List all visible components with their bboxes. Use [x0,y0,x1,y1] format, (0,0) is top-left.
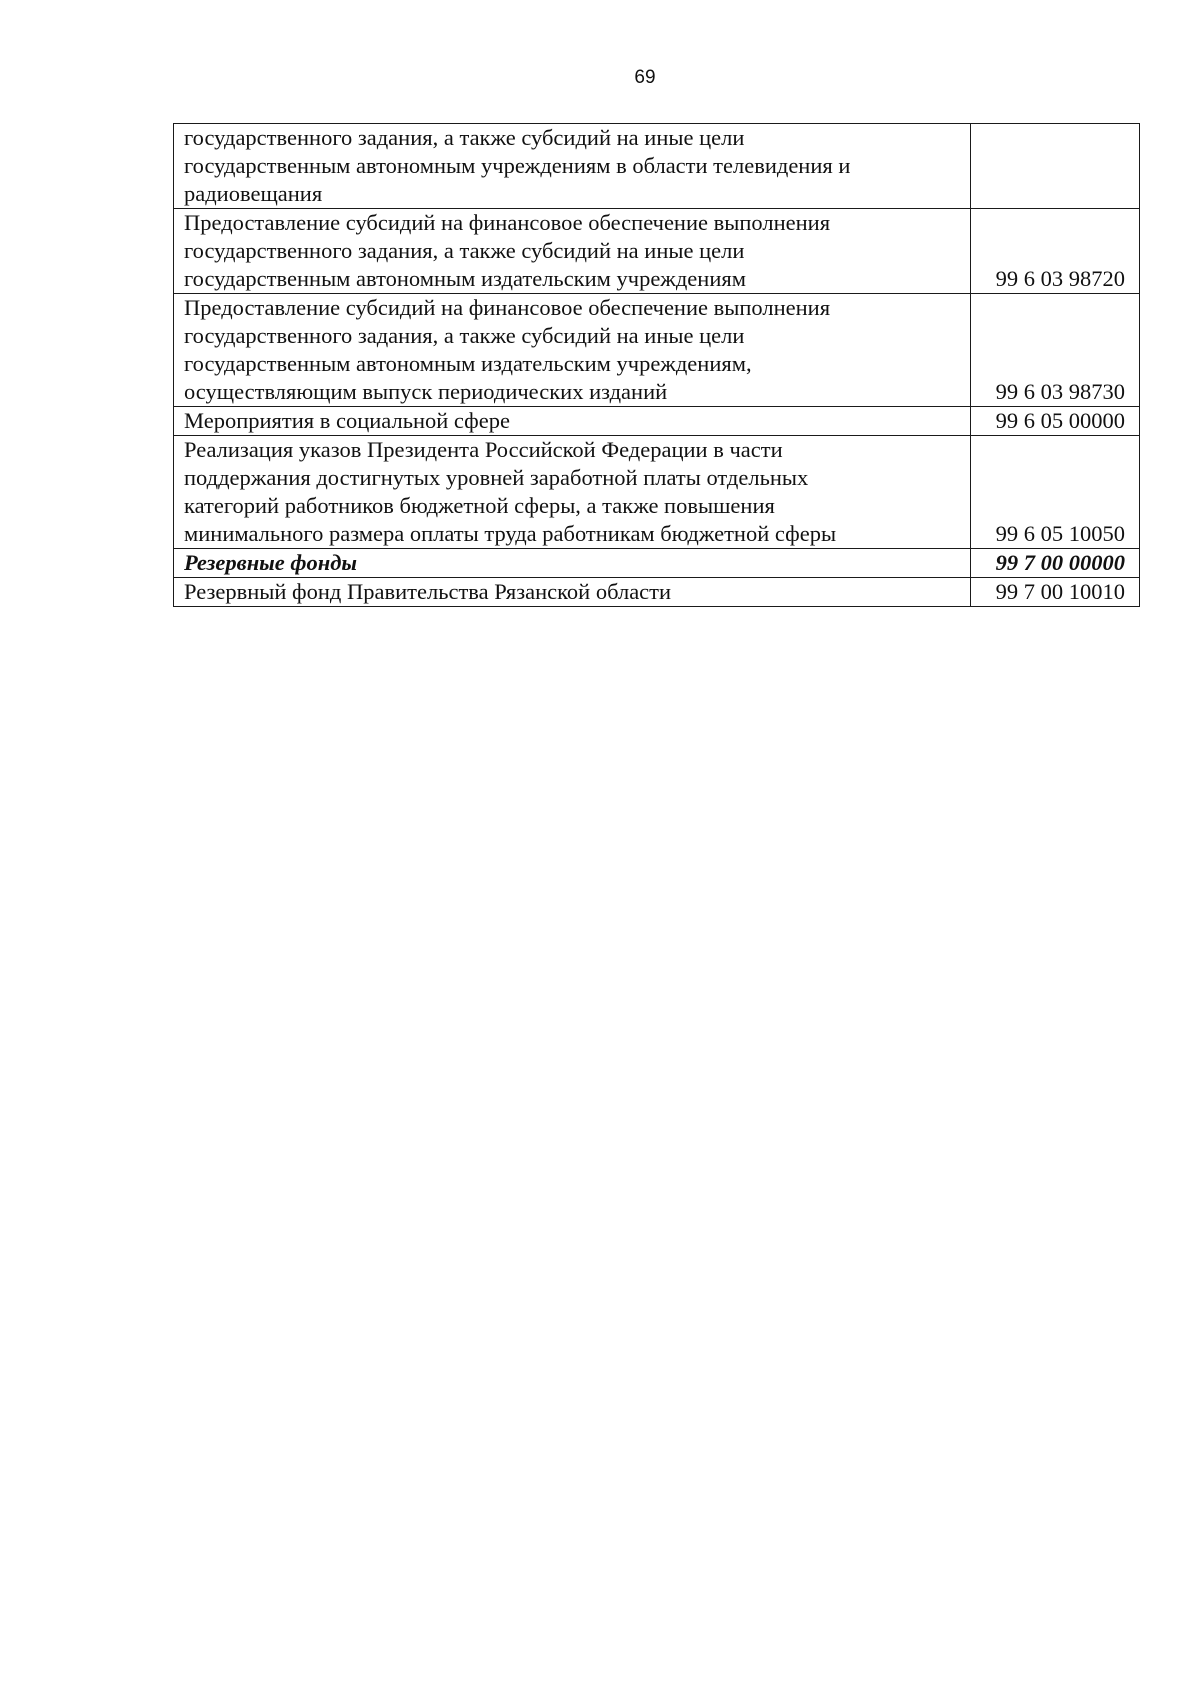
item-name-cell [174,209,971,294]
item-code-cell: 99 6 05 10050 [971,436,1140,549]
item-code-cell: 99 6 03 98730 [971,294,1140,407]
table-row [174,209,1140,294]
item-name-line: Мероприятия в социальной сфере [184,408,510,433]
page-number: 69 [634,67,656,88]
table-row [174,436,1140,549]
item-name-line: минимального размера оплаты труда работникам бюджетной сферы [184,521,837,546]
item-name-line: Предоставление субсидий на финансовое обеспечение выполнения [184,295,831,320]
item-name-cell [174,578,971,607]
item-name-line: государственным автономным издательским учреждениям, [184,351,752,376]
table-row-section-header [174,549,1140,578]
item-name-cell [174,124,971,209]
item-code-cell [971,124,1140,209]
item-name-line: государственного задания, а также субсидий на иные цели [184,323,745,348]
budget-classification-table [173,123,1140,607]
table-row [174,407,1140,436]
item-name-line: Резервный фонд Правительства Рязанской области [184,579,672,604]
item-name-line: государственного задания, а также субсидий на иные цели [184,125,745,150]
item-name-line: поддержания достигнутых уровней заработной платы отдельных [184,465,809,490]
item-code-cell: 99 6 03 98720 [971,209,1140,294]
item-code-cell: 99 6 05 00000 [971,407,1140,436]
item-name-cell [174,549,971,578]
table-row [174,124,1140,209]
item-name-cell [174,436,971,549]
item-code-cell: 99 7 00 10010 [971,578,1140,607]
item-name-line: радиовещания [184,181,323,206]
table-row [174,294,1140,407]
item-name-line: Предоставление субсидий на финансовое обеспечение выполнения [184,210,831,235]
item-name-line: Резервные фонды [184,550,358,575]
item-name-line: государственным автономным издательским учреждениям [184,266,746,291]
item-code-cell: 99 7 00 00000 [971,549,1140,578]
table-row [174,578,1140,607]
item-name-cell [174,407,971,436]
item-name-line: категорий работников бюджетной сферы, а также повышения [184,493,775,518]
item-name-line: государственного задания, а также субсидий на иные цели [184,238,745,263]
item-name-line: государственным автономным учреждениям в области телевидения и [184,153,851,178]
item-name-line: осуществляющим выпуск периодических изданий [184,379,668,404]
item-name-cell [174,294,971,407]
item-name-line: Реализация указов Президента Российской Федерации в части [184,437,783,462]
